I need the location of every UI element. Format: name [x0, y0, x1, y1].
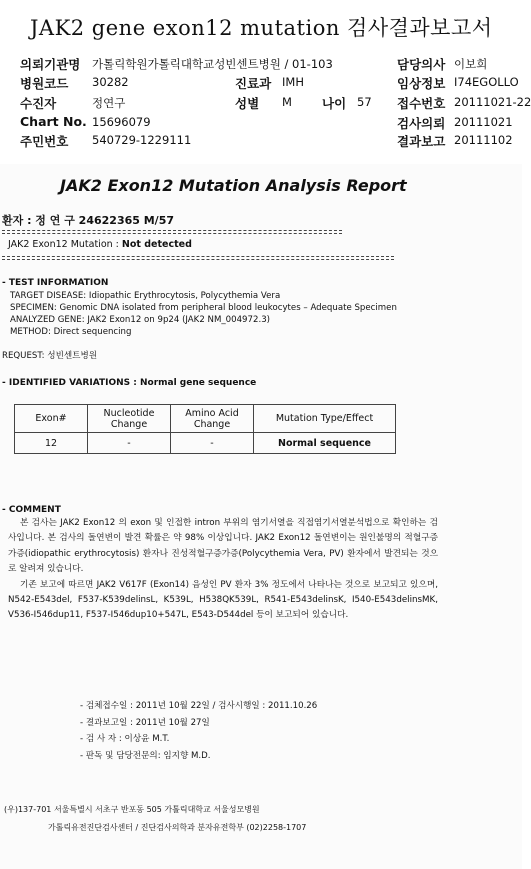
divider [2, 233, 342, 234]
header-nucleotide: Nucleotide Change [88, 405, 171, 433]
document-title: JAK2 gene exon12 mutation 검사결과보고서 [30, 16, 493, 40]
cell-mutation-type: Normal sequence [254, 433, 396, 454]
sex-value: M [282, 95, 292, 109]
comment-body [8, 516, 438, 624]
report-date-value: 20111102 [454, 133, 513, 147]
doctor-value: 이보희 [454, 57, 488, 71]
resident-no-label: 주민번호 [20, 134, 69, 149]
result-value: Not detected [121, 239, 192, 250]
comment-paragraph: 본 검사는 JAK2 Exon12 의 exon 및 인접한 intron 부위의 염기서열을 직접염기서열분석법으로 확인하는 검사입니다. 본 검사의 돌연변이 발견 확률은 약 98% 이상입니다. JAK2 Exon12 돌연변이는 원인불명의 적혈구증가증(idiopathic erythrocytosis) 환자나 진성적혈구증가증(Polycythemia Vera, PV) 환자에서 발견되는 것으로 알려져 있습니다. [8, 518, 438, 575]
clinical-info-label: 임상정보 [397, 76, 446, 91]
receipt-no-value: 20111021-22 [454, 95, 531, 109]
report-title: JAK2 Exon12 Mutation Analysis Report [60, 176, 407, 195]
hospital-code-label: 병원코드 [20, 76, 69, 91]
specialist-line: - 판독 및 담당전문의: 임지향 M.D. [80, 750, 211, 761]
variations-heading: - IDENTIFIED VARIATIONS : Normal gene sequence [2, 378, 257, 388]
age-label: 나이 [322, 96, 347, 111]
hospital-value: 가톨릭학원가톨릭대학교성빈센트병원 / 01-103 [92, 57, 333, 71]
request-date-label: 검사의뢰 [397, 116, 446, 131]
address-line-2: 가톨릭유전진단검사센터 / 진단검사의학과 분자유전학부 (02)2258-1707 [48, 823, 307, 832]
request-line: REQUEST: 성빈센트병원 [2, 351, 98, 361]
resident-no-value: 540729-1229111 [92, 133, 192, 147]
table-header-row [15, 405, 396, 433]
age-value: 57 [357, 95, 372, 109]
report-details [80, 698, 317, 764]
report-date-line: - 결과보고일 : 2011년 10월 27일 [80, 717, 210, 728]
table-row [15, 433, 396, 454]
divider [2, 230, 342, 231]
examiner-line: - 검 사 자 : 이상윤 M.T. [80, 734, 170, 744]
receipt-date-line: - 검체접수일 : 2011년 10월 22일 / 검사시행일 : 2011.10.26 [80, 701, 318, 711]
report-date-label: 결과보고 [397, 134, 446, 149]
result-prefix: JAK2 Exon12 Mutation : [8, 239, 122, 250]
patient-line: 환자 : 정 연 구 24622365 M/57 [2, 214, 175, 227]
doctor-label: 담당의사 [397, 57, 446, 72]
department-value: IMH [282, 75, 304, 89]
patient-label: 수진자 [20, 96, 57, 111]
result-line [8, 239, 192, 250]
header-mutation-type: Mutation Type/Effect [254, 405, 396, 433]
cell-nucleotide: - [88, 433, 171, 454]
patient-value: 정연구 [92, 96, 126, 110]
department-label: 진료과 [235, 76, 272, 91]
clinical-info-value: I74EGOLLO [454, 75, 519, 89]
chart-no-value: 15696079 [92, 115, 151, 129]
test-info-heading: - TEST INFORMATION [2, 278, 109, 288]
request-date-value: 20111021 [454, 115, 513, 129]
target-disease: TARGET DISEASE: Idiopathic Erythrocytosis, Polycythemia Vera [10, 291, 281, 301]
comment-heading: - COMMENT [2, 505, 61, 515]
cell-amino-acid: - [171, 433, 254, 454]
hospital-label: 의뢰기관명 [20, 57, 81, 72]
cell-exon: 12 [15, 433, 88, 454]
receipt-no-label: 접수번호 [397, 96, 446, 111]
test-info-block [10, 290, 397, 338]
method: METHOD: Direct sequencing [10, 327, 132, 337]
header-exon: Exon# [15, 405, 88, 433]
specimen: SPECIMEN: Genomic DNA isolated from peripheral blood leukocytes – Adequate Specimen [10, 303, 397, 313]
chart-no-label: Chart No. [20, 114, 87, 129]
sex-label: 성별 [235, 96, 260, 111]
hospital-code-value: 30282 [92, 75, 129, 89]
divider [2, 256, 394, 257]
address-line-1: (우)137-701 서울특별시 서초구 반포동 505 가톨릭대학교 서울성모병원 [4, 805, 260, 814]
variation-table [14, 404, 396, 454]
comment-paragraph: 기존 보고에 따르면 JAK2 V617F (Exon14) 음성인 PV 환자 3% 정도에서 나타나는 것으로 보고되고 있으며, N542-E543del, F537-K539delinsL, K539L, H538QK539L, R541-E543delinsK, I540-E543delinsMK, V536-I546dup11, F537-I546dup10+547L, E543-D544del 등이 보고되어 있습니다. [8, 579, 438, 621]
divider [2, 259, 394, 260]
header-amino-acid: Amino Acid Change [171, 405, 254, 433]
analyzed-gene: ANALYZED GENE: JAK2 Exon12 on 9p24 (JAK2 NM_004972.3) [10, 315, 271, 325]
